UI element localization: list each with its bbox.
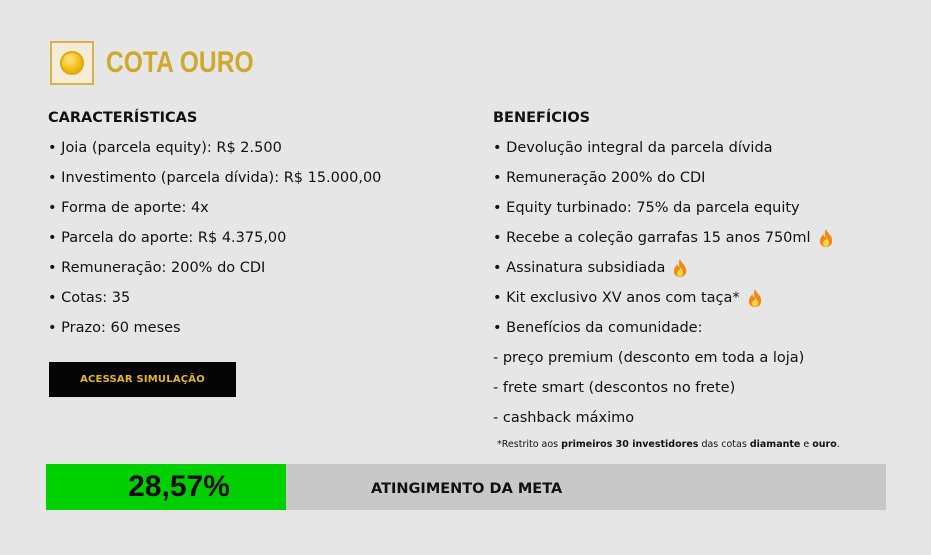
list-item-text: • Remuneração 200% do CDI <box>493 170 706 186</box>
list-item <box>493 228 835 258</box>
list-item: • Joia (parcela equity): R$ 2.500 <box>48 140 282 156</box>
list-item-text: - cashback máximo <box>493 410 635 426</box>
list-item-text: • Kit exclusivo XV anos com taça* <box>493 290 740 306</box>
acessar-simulacao-button[interactable]: ACESSAR SIMULAÇÃO <box>49 362 236 397</box>
beneficios-section <box>493 108 835 438</box>
list-item-text: • Equity turbinado: 75% da parcela equity <box>493 200 800 216</box>
fire-icon <box>746 288 764 308</box>
footnote-bold-ouro: ouro <box>812 439 837 450</box>
list-item: • Investimento (parcela dívida): R$ 15.000,00 <box>48 170 382 186</box>
list-item-text: • Recebe a coleção garrafas 15 anos 750ml <box>493 230 811 246</box>
list-item <box>493 198 835 228</box>
footnote-and: e <box>800 439 813 450</box>
footnote-bold-diamante: diamante <box>749 439 801 450</box>
list-item <box>493 408 835 438</box>
list-item <box>493 168 835 198</box>
beneficios-list <box>493 138 835 438</box>
list-item: • Cotas: 35 <box>48 290 131 306</box>
gold-coin-icon <box>50 41 94 85</box>
caracteristicas-section <box>48 108 381 348</box>
list-item <box>493 288 835 318</box>
list-item: • Forma de aporte: 4x <box>48 200 209 216</box>
list-item <box>493 318 835 348</box>
list-item: • Remuneração: 200% do CDI <box>48 260 266 276</box>
footnote-prefix: *Restrito aos <box>497 439 562 450</box>
list-item <box>493 258 835 288</box>
list-item-text: • Benefícios da comunidade: <box>493 320 703 336</box>
footnote-mid: das cotas <box>698 439 750 450</box>
goal-progress-bar <box>46 464 886 510</box>
coin-shape <box>60 51 84 75</box>
list-item-text: • Devolução integral da parcela dívida <box>493 140 773 156</box>
header <box>50 41 286 85</box>
footnote-bold-investors: primeiros 30 investidores <box>561 439 699 450</box>
list-item <box>493 378 835 408</box>
footnote-suffix: . <box>836 439 840 450</box>
progress-label: ATINGIMENTO DA META <box>371 481 563 497</box>
list-item <box>493 138 835 168</box>
progress-percentage: 28,57% <box>128 470 230 503</box>
beneficios-title: BENEFÍCIOS <box>493 110 591 126</box>
list-item-text: • Assinatura subsidiada <box>493 260 666 276</box>
list-item: • Prazo: 60 meses <box>48 320 181 336</box>
fire-icon <box>817 228 835 248</box>
list-item-text: - frete smart (descontos no frete) <box>493 380 736 396</box>
list-item-text: - preço premium (desconto em toda a loja) <box>493 350 805 366</box>
fire-icon <box>671 258 689 278</box>
list-item <box>493 348 835 378</box>
list-item: • Parcela do aporte: R$ 4.375,00 <box>48 230 287 246</box>
caracteristicas-title: CARACTERÍSTICAS <box>48 110 198 126</box>
footnote <box>497 439 840 450</box>
page-title: COTA OURO <box>106 46 254 79</box>
